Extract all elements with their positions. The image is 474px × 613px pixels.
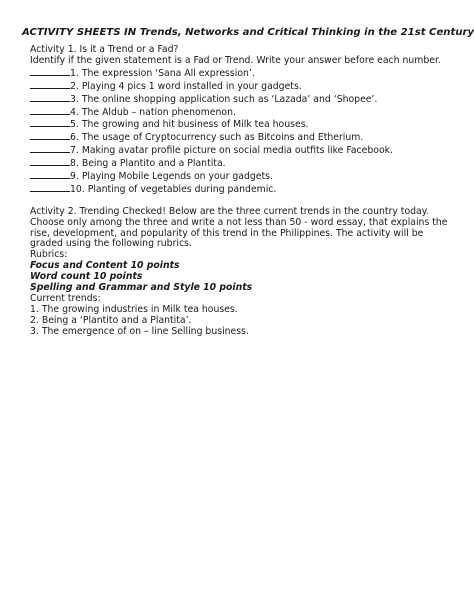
document-title: ACTIVITY SHEETS IN Trends, Networks and Critical Thinking in the 21st Century (22, 27, 474, 38)
activity1-item (30, 157, 450, 170)
activity1-item (30, 144, 450, 157)
activity1-item (30, 131, 450, 144)
rubric-item: Focus and Content 10 points (30, 260, 180, 272)
activity1-item-text: 10. Planting of vegetables during pandemic. (70, 183, 277, 195)
activity1-item-list (30, 67, 450, 196)
answer-blank[interactable] (30, 118, 70, 127)
answer-blank[interactable] (30, 67, 70, 76)
rubric-item: Word count 10 points (30, 271, 143, 283)
trend-item: 1. The growing industries in Milk tea houses. (30, 303, 238, 315)
activity1-item-text: 5. The growing and hit business of Milk tea houses. (70, 119, 309, 131)
trend-item: 2. Being a ‘Plantito and a Plantita’. (30, 314, 192, 326)
activity1-item-text: 9. Playing Mobile Legends on your gadgets. (70, 171, 273, 183)
activity1-item-text: 3. The online shopping application such as ‘Lazada’ and ‘Shopee’. (70, 93, 378, 105)
activity1-instruction: Identify if the given statement is a Fad or Trend. Write your answer before each number. (30, 54, 441, 66)
answer-blank[interactable] (30, 144, 70, 153)
activity1-item (30, 80, 450, 93)
trends-label: Current trends: (30, 293, 101, 305)
activity1-item (30, 118, 450, 131)
activity1-item-text: 7. Making avatar profile picture on social media outfits like Facebook. (70, 145, 393, 157)
document-body (30, 45, 450, 338)
activity1-item-text: 1. The expression ‘Sana All expression’. (70, 67, 255, 79)
trend-item: 3. The emergence of on – line Selling business. (30, 325, 249, 337)
answer-blank[interactable] (30, 131, 70, 140)
activity1-item (30, 106, 450, 119)
activity1-item (30, 93, 450, 106)
activity2-paragraph: Activity 2. Trending Checked! Below are the three current trends in the country today. Choose only among the three and write a not less than 50 - word essay, that explains the rise, development, and popularity of this trend in the Philippines. The activity will be graded using the following rubrics. (30, 205, 448, 250)
answer-blank[interactable] (30, 157, 70, 166)
activity1-item (30, 67, 450, 80)
rubrics-label: Rubrics: (30, 249, 68, 261)
answer-blank[interactable] (30, 80, 70, 89)
activity1-item-text: 4. The Aldub – nation phenomenon. (70, 106, 236, 118)
answer-blank[interactable] (30, 170, 70, 179)
activity1-item-text: 6. The usage of Cryptocurrency such as Bitcoins and Etherium. (70, 132, 364, 144)
answer-blank[interactable] (30, 183, 70, 192)
activity1-item-text: 2. Playing 4 pics 1 word installed in your gadgets. (70, 80, 302, 92)
activity1-heading: Activity 1. Is it a Trend or a Fad? (30, 44, 179, 55)
rubric-item: Spelling and Grammar and Style 10 points (30, 282, 253, 294)
answer-blank[interactable] (30, 93, 70, 102)
answer-blank[interactable] (30, 106, 70, 115)
activity1-item-text: 8. Being a Plantito and a Plantita. (70, 158, 226, 170)
activity1-item (30, 170, 450, 183)
activity1-item (30, 183, 450, 196)
